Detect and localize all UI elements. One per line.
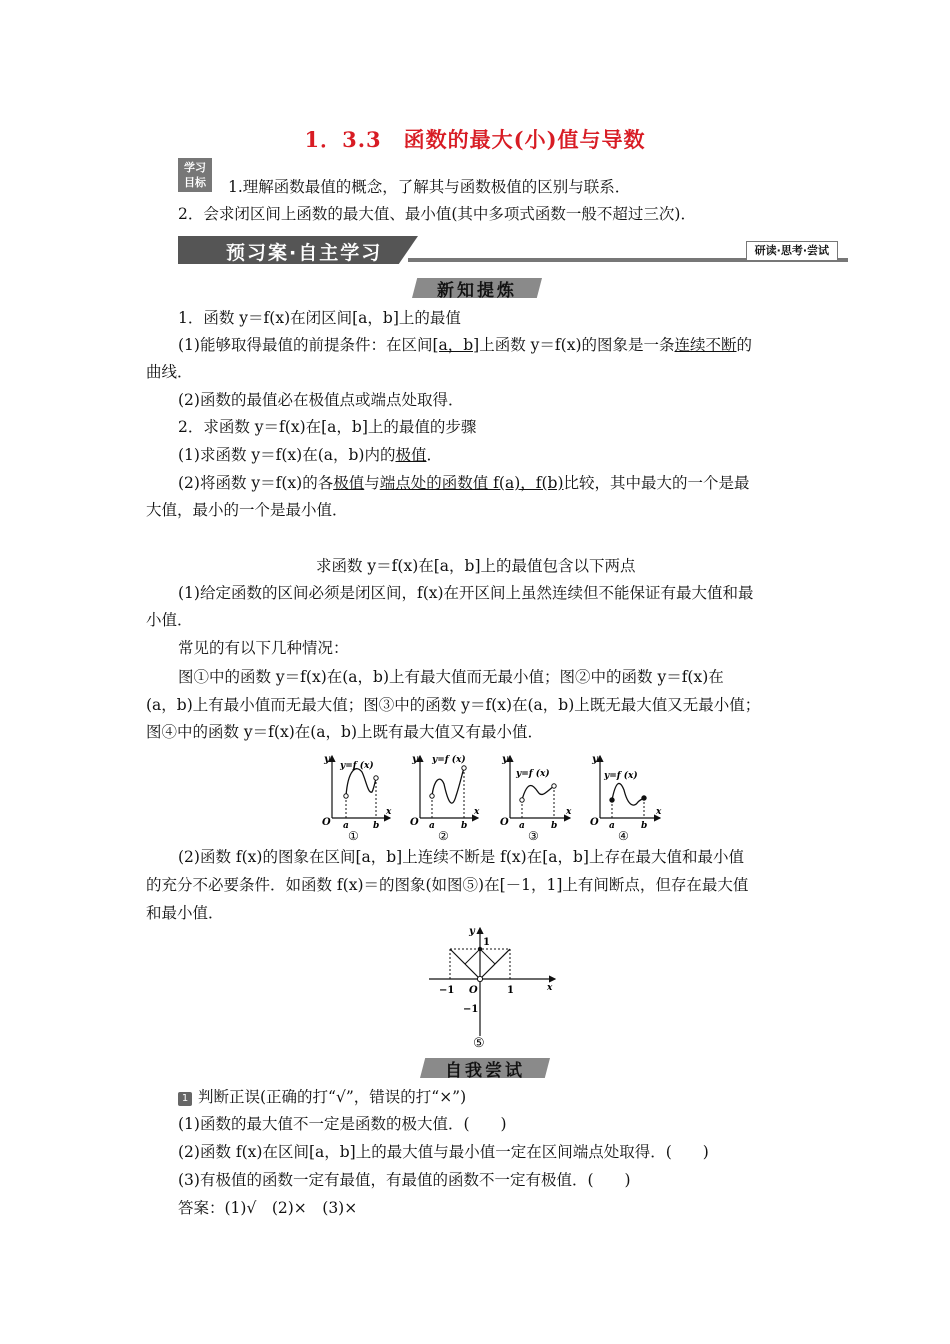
exercise-answer: 答案：(1)√ (2)× (3)×: [178, 1199, 358, 1217]
section-title: 自我尝试: [445, 1061, 525, 1081]
note-1b: 小值．: [146, 611, 193, 629]
section-new-knowledge: [412, 276, 542, 300]
banner-title: 预习案·自主学习: [226, 242, 383, 264]
x-label: x: [474, 807, 480, 817]
note-3b: (a，b)上有最小值而无最大值；图③中的函数 y＝f(x)在(a，b)上既无最大值又无最小值；: [146, 696, 761, 714]
y-label: y: [412, 754, 418, 765]
b-label: b: [641, 821, 648, 831]
note-4a: (2)函数 f(x)的图象在区间[a，b]上连续不断是 f(x)在[a，b]上存在最大值和最小值: [178, 848, 744, 866]
exercise-question: 1 判断正误(正确的打“√”，错误的打“×”): [178, 1086, 466, 1108]
function-graph-5: [425, 924, 560, 1050]
note-4c: 和最小值．: [146, 904, 224, 922]
neg-one-y-label: −1: [463, 1004, 479, 1015]
page-title: 1．3.3 函数的最大(小)值与导数: [304, 127, 646, 152]
f-label: y=f (x): [432, 755, 466, 765]
exercise-item-1: (1)函数的最大值不一定是函数的极大值．( ): [178, 1115, 507, 1133]
x-label: x: [566, 807, 572, 817]
y-label: y: [324, 754, 330, 765]
x-label: x: [547, 983, 553, 993]
b-label: b: [373, 821, 380, 831]
neg-one-x-label: −1: [439, 985, 455, 996]
y-label: y: [502, 754, 508, 765]
knowledge-p2-2: (2)将函数 y＝f(x)的各极值与端点处的函数值 f(a)，f(b)比较，其中最大的一个是最: [178, 474, 750, 492]
graph-4: [590, 754, 662, 842]
a-label: a: [429, 821, 435, 831]
b-label: b: [551, 821, 558, 831]
knowledge-p1-2: (2)函数的最值必在极值点或端点处取得．: [178, 391, 464, 409]
objective-2: 2．会求闭区间上函数的最大值、最小值(其中多项式函数一般不超过三次)．: [178, 205, 696, 223]
graph-label-5: ⑤: [473, 1036, 485, 1050]
graph-1: [322, 754, 392, 842]
one-y-label: 1: [483, 937, 490, 948]
origin-label: O: [469, 985, 478, 996]
exercise-item-2: (2)函数 f(x)在区间[a，b]上的最大值与最小值一定在区间端点处取得．( ): [178, 1143, 709, 1161]
graph-3: [500, 754, 572, 842]
objective-1: 1.理解函数最值的概念，了解其与函数极值的区别与联系．: [228, 178, 631, 196]
note-4b: 的充分不必要条件．如函数 f(x)＝的图象(如图⑤)在[－1，1]上有间断点，但存在最大值: [146, 876, 749, 894]
knowledge-p2: 2．求函数 y＝f(x)在[a，b]上的最值的步骤: [178, 418, 477, 436]
preview-banner: [178, 236, 848, 264]
f-label: y=f (x): [516, 769, 550, 779]
one-x-label: 1: [507, 985, 514, 996]
graph-label-3: ③: [528, 829, 539, 842]
banner-tag: 研读·思考·尝试: [746, 241, 838, 261]
knowledge-p2-2-cont: 大值，最小的一个是最小值．: [146, 501, 348, 519]
note-heading: 求函数 y＝f(x)在[a，b]上的最值包含以下两点: [316, 557, 636, 575]
graph-label-1: ①: [348, 829, 359, 842]
origin-label: O: [322, 817, 331, 828]
note-3c: 图④中的函数 y＝f(x)在(a，b)上既有最大值又有最小值．: [146, 723, 544, 741]
exercise-item-3: (3)有极值的函数一定有最值，有最值的函数不一定有极值．( ): [178, 1171, 631, 1189]
a-label: a: [519, 821, 525, 831]
a-label: a: [609, 821, 615, 831]
function-graphs-1-4: [318, 750, 668, 842]
knowledge-p2-1: (1)求函数 y＝f(x)在(a，b)内的极值．: [178, 446, 443, 464]
a-label: a: [343, 821, 349, 831]
origin-label: O: [590, 817, 599, 828]
knowledge-p1-1: (1)能够取得最值的前提条件：在区间[a，b]上函数 y＝f(x)的图象是一条连续不断的: [178, 336, 753, 354]
origin-label: O: [410, 817, 419, 828]
question-number: 1: [178, 1092, 192, 1106]
x-label: x: [656, 807, 662, 817]
knowledge-p1-1-cont: 曲线．: [146, 363, 193, 381]
b-label: b: [461, 821, 468, 831]
origin-label: O: [500, 817, 509, 828]
objectives-badge: 学习 目标: [178, 158, 212, 192]
graph-label-4: ④: [618, 829, 629, 842]
y-label: y: [469, 926, 475, 937]
x-label: x: [386, 807, 392, 817]
section-title: 新知提炼: [437, 281, 517, 301]
f-label: y=f (x): [604, 771, 638, 781]
y-label: y: [592, 754, 598, 765]
note-1a: (1)给定函数的区间必须是闭区间，f(x)在开区间上虽然连续但不能保证有最大值和最: [178, 584, 754, 602]
section-self-try: [420, 1056, 550, 1080]
f-label: y=f (x): [340, 761, 374, 771]
note-3a: 图①中的函数 y＝f(x)在(a，b)上有最大值而无最小值；图②中的函数 y＝f(x)在: [178, 668, 724, 686]
graph-2: [410, 754, 480, 842]
note-2: 常见的有以下几种情况：: [178, 639, 349, 657]
knowledge-p1: 1．函数 y＝f(x)在闭区间[a，b]上的最值: [178, 309, 461, 327]
graph-label-2: ②: [438, 829, 449, 842]
